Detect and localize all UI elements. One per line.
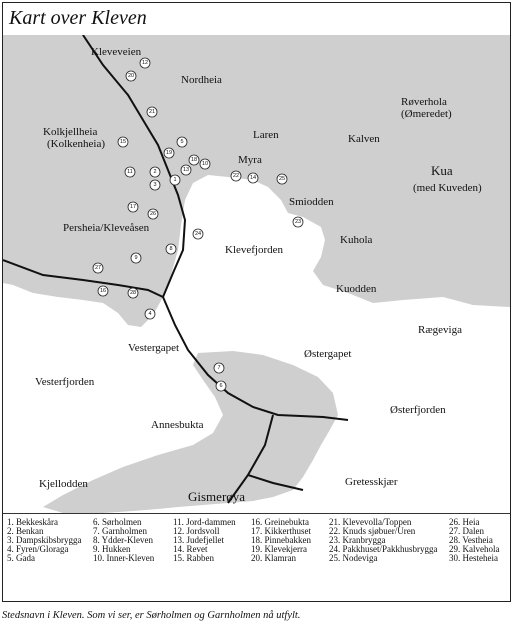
svg-text:3: 3: [153, 182, 157, 188]
svg-text:2: 2: [153, 169, 157, 175]
legend-item: 20. Klamran: [251, 553, 296, 563]
svg-text:23: 23: [294, 219, 302, 225]
title-bar: [3, 3, 510, 36]
legend: [3, 513, 510, 604]
legend-item: 3. Dampskibsbrygga: [7, 535, 82, 545]
legend-item: 29. Kalveholа: [449, 544, 500, 554]
label-kolkjellheia: Kolkjellheia: [43, 126, 98, 138]
svg-text:21: 21: [148, 109, 156, 115]
marker-23: [293, 217, 303, 227]
legend-item: 11. Jord-dammen: [173, 517, 236, 527]
marker-7: [214, 363, 224, 373]
legend-item: 4. Fyren/Gloraga: [7, 544, 69, 554]
legend-item: 17. Kikkerthuset: [251, 526, 311, 536]
marker-27: [93, 263, 103, 273]
svg-text:10: 10: [201, 161, 209, 167]
svg-text:6: 6: [219, 383, 223, 389]
marker-21: [147, 107, 157, 117]
label-gretesskjaer: Gretesskjær: [345, 476, 398, 488]
legend-item: 1. Bekkeskåra: [7, 517, 58, 527]
legend-column-1: [7, 518, 82, 563]
legend-item: 8. Ydder-Kleven: [93, 535, 153, 545]
svg-text:15: 15: [119, 139, 127, 145]
map-canvas: [3, 35, 510, 513]
label-vestergapet: Vestergapet: [128, 342, 180, 354]
label-kalven: Kalven: [348, 133, 380, 145]
marker-3: [150, 180, 160, 190]
label-gismeroya: Gismerøya: [188, 489, 246, 504]
legend-item: 30. Hesteheia: [449, 553, 498, 563]
legend-item: 15. Rabben: [173, 553, 214, 563]
marker-15: [118, 137, 128, 147]
label-kuodden: Kuodden: [336, 283, 377, 295]
svg-text:9: 9: [134, 255, 138, 261]
svg-text:20: 20: [127, 73, 135, 79]
label-vesterfjorden: Vesterfjorden: [35, 376, 95, 388]
label-persheia: Persheia/Kleveåsen: [63, 222, 150, 234]
label-kua: Kua: [431, 163, 453, 178]
label-med-kuveden: (med Kuveden): [413, 182, 482, 194]
map-frame: [2, 2, 511, 602]
legend-item: 7. Garnholmen: [93, 526, 147, 536]
legend-item: 9. Hukken: [93, 544, 131, 554]
marker-20: [126, 71, 136, 81]
label-omeredet: (Ømeredet): [401, 108, 452, 120]
marker-28: [128, 288, 138, 298]
svg-text:17: 17: [129, 204, 137, 210]
label-smiodden: Smiodden: [289, 196, 334, 208]
svg-text:19: 19: [165, 150, 173, 156]
svg-text:14: 14: [249, 175, 257, 181]
legend-item: 28. Vestheia: [449, 535, 493, 545]
legend-item: 5. Gada: [7, 553, 35, 563]
marker-22: [231, 171, 241, 181]
legend-column-4: [251, 518, 311, 563]
legend-item: 10. Inner-Kleven: [93, 553, 155, 563]
svg-text:7: 7: [217, 365, 221, 371]
legend-item: 21. Klevevolla/Toppen: [329, 517, 412, 527]
legend-item: 22. Knuds sjøbuer/Uren: [329, 526, 416, 536]
marker-16: [98, 286, 108, 296]
svg-text:8: 8: [169, 246, 173, 252]
legend-item: 6. Sørholmen: [93, 517, 142, 527]
svg-text:4: 4: [148, 311, 152, 317]
marker-13: [181, 165, 191, 175]
legend-item: 26. Heia: [449, 517, 480, 527]
legend-item: 14. Revet: [173, 544, 208, 554]
marker-10: [200, 159, 210, 169]
legend-item: 24. Pakkhuset/Pakkhusbrygga: [329, 544, 438, 554]
label-osterfjorden: Østerfjorden: [390, 404, 446, 416]
marker-26: [148, 209, 158, 219]
label-kuhola: Kuhola: [340, 234, 373, 246]
svg-text:26: 26: [149, 211, 157, 217]
legend-item: 19. Klevekjerra: [251, 544, 307, 554]
marker-14: [248, 173, 258, 183]
marker-5: [177, 137, 187, 147]
svg-text:12: 12: [141, 60, 149, 66]
legend-item: 16. Greinebukta: [251, 517, 309, 527]
marker-9: [131, 253, 141, 263]
label-raegeviga: Rægeviga: [418, 324, 462, 336]
legend-item: 13. Judefjellet: [173, 535, 224, 545]
map-title: Kart over Kleven: [9, 7, 147, 29]
legend-column-5: [329, 518, 438, 563]
svg-text:1: 1: [173, 177, 177, 183]
svg-text:28: 28: [129, 290, 137, 296]
legend-item: 18. Pinnebakken: [251, 535, 311, 545]
legend-item: 12. Jordsvoll: [173, 526, 220, 536]
legend-item: 25. Nodeviga: [329, 553, 378, 563]
legend-column-3: [173, 518, 236, 563]
legend-item: 27. Dalen: [449, 526, 484, 536]
marker-25: [277, 174, 287, 184]
marker-8: [166, 244, 176, 254]
marker-2: [150, 167, 160, 177]
svg-text:22: 22: [232, 173, 240, 179]
legend-column-2: [93, 518, 154, 563]
label-klevefjorden: Klevefjorden: [225, 244, 284, 256]
marker-11: [125, 167, 135, 177]
label-kleveveien: Kleveveien: [91, 46, 142, 58]
legend-item: 2. Benkan: [7, 526, 44, 536]
label-roverhola: Røverhola: [401, 96, 447, 108]
label-nordheia: Nordheia: [181, 74, 222, 86]
label-kjellodden: Kjellodden: [39, 478, 88, 490]
svg-text:24: 24: [194, 231, 202, 237]
marker-1: [170, 175, 180, 185]
label-annesbukta: Annesbukta: [151, 419, 204, 431]
legend-item: 23. Kranbrygga: [329, 535, 386, 545]
svg-text:13: 13: [182, 167, 190, 173]
label-myra: Myra: [238, 154, 262, 166]
svg-text:16: 16: [99, 288, 107, 294]
label-kolkenheia: (Kolkenheia): [47, 138, 106, 150]
marker-18: [189, 155, 199, 165]
svg-text:18: 18: [190, 157, 198, 163]
svg-text:11: 11: [127, 169, 133, 175]
svg-text:25: 25: [278, 176, 286, 182]
marker-4: [145, 309, 155, 319]
label-ostergapet: Østergapet: [304, 348, 352, 360]
marker-24: [193, 229, 203, 239]
svg-text:5: 5: [180, 139, 184, 145]
marker-17: [128, 202, 138, 212]
legend-column-6: [449, 518, 499, 563]
svg-text:27: 27: [94, 265, 102, 271]
caption: Stedsnavn i Kleven. Som vi ser, er Sørholmen og Garnholmen nå utfylt.: [2, 610, 301, 621]
label-laren: Laren: [253, 129, 279, 141]
marker-19: [164, 148, 174, 158]
marker-6: [216, 381, 226, 391]
marker-12: [140, 58, 150, 68]
